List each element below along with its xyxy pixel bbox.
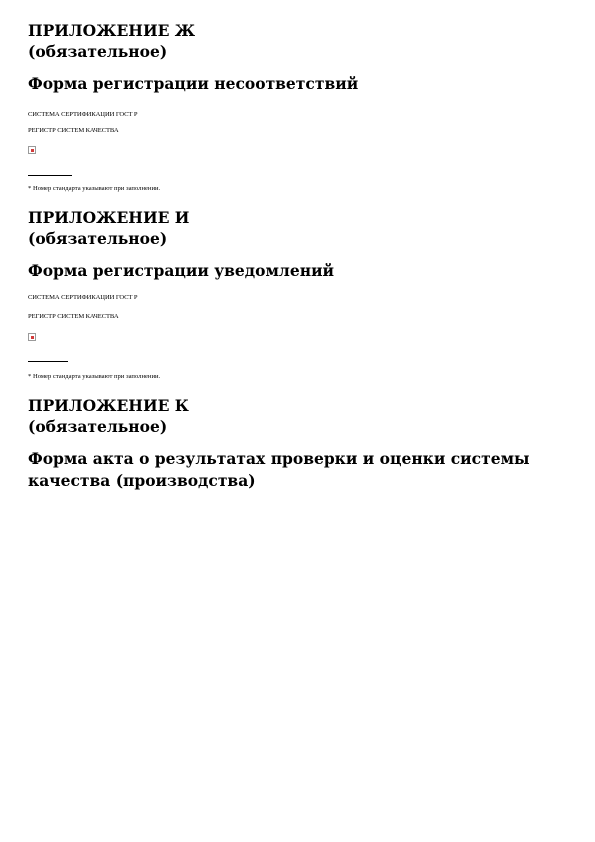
footnote-separator — [28, 175, 72, 176]
appendix-zh-form-title: Форма регистрации несоответствий — [28, 74, 359, 93]
appendix-k-status: (обязательное) — [28, 417, 168, 436]
appendix-i-line-2: РЕГИСТР СИСТЕМ КАЧЕСТВА — [28, 313, 119, 320]
appendix-zh-line-1: СИСТЕМА СЕРТИФИКАЦИИ ГОСТ Р — [28, 111, 138, 118]
appendix-i-line-1: СИСТЕМА СЕРТИФИКАЦИИ ГОСТ Р — [28, 294, 138, 301]
appendix-k-form-title-line-2: качества (производства) — [28, 471, 256, 490]
appendix-i-form-title: Форма регистрации уведомлений — [28, 261, 335, 280]
appendix-zh-line-2: РЕГИСТР СИСТЕМ КАЧЕСТВА — [28, 127, 119, 134]
footnote-separator — [28, 361, 68, 362]
appendix-zh-title: ПРИЛОЖЕНИЕ Ж — [28, 21, 196, 40]
appendix-zh-footnote: * Номер стандарта указывают при заполнении. — [28, 185, 161, 192]
appendix-i-title: ПРИЛОЖЕНИЕ И — [28, 208, 190, 227]
broken-image-icon — [28, 146, 36, 154]
appendix-k-form-title-line-1: Форма акта о результатах проверки и оценки системы — [28, 449, 530, 468]
appendix-i-footnote: * Номер стандарта указывают при заполнении. — [28, 373, 161, 380]
appendix-zh-status: (обязательное) — [28, 42, 168, 61]
broken-image-icon — [28, 333, 36, 341]
appendix-k-title: ПРИЛОЖЕНИЕ К — [28, 396, 189, 415]
appendix-i-status: (обязательное) — [28, 229, 168, 248]
